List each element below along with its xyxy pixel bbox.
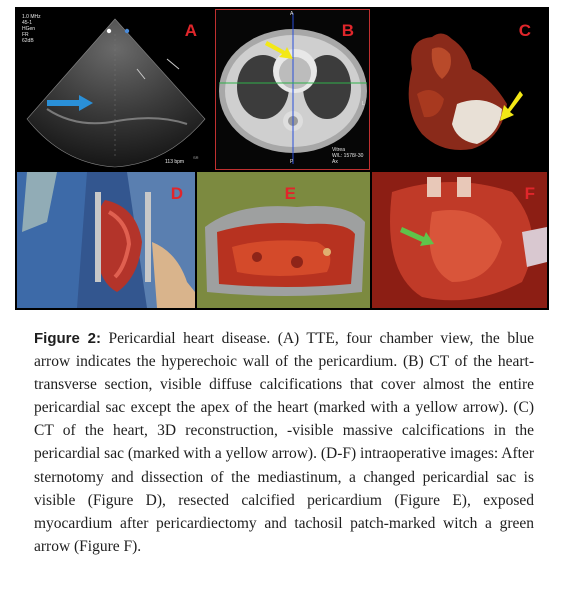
ct-side-marker: L (362, 101, 365, 107)
figure-image (15, 7, 549, 310)
panel-letter-e: E (284, 184, 296, 203)
echo-image (17, 9, 213, 170)
panel-letter-c: C (518, 21, 531, 40)
panel-a-echo (17, 9, 213, 170)
specimen-image (197, 172, 370, 308)
panel-letter-f: F (524, 184, 535, 203)
panel-b-ct (215, 9, 370, 170)
ct-anterior-marker: A (290, 11, 294, 17)
figure-caption (34, 327, 534, 558)
panel-e-specimen (197, 172, 370, 308)
panel-letter-d: D (170, 184, 183, 203)
panel-f-myocardium (372, 172, 547, 308)
panel-d-surgery (17, 172, 195, 308)
panel-c-3d (372, 9, 547, 170)
echo-settings-text: 1.0 MHz 45-1 HGen FR 62dB (22, 14, 41, 44)
figure-label: Figure 2: (34, 330, 101, 347)
surgery-d-image (17, 172, 195, 308)
ct-posterior-marker: P (290, 159, 294, 165)
panel-letter-b: B (341, 21, 354, 40)
ct-window-info: Vitrea W/L: 1578/-30 Ax (332, 147, 364, 165)
echo-heart-rate-text: 113 bpm (165, 159, 185, 165)
myocardium-image (372, 172, 547, 308)
caption-text: Pericardial heart disease. (A) TTE, four chamber view, the blue arrow indicates the hyperechoic wall of the pericardium. (B) CT of the heart-transverse section, visible diffuse calcifications that cover almost the entire pericardial sac except the apex of the heart (marked with a yellow arrow). (C) CT of the heart, 3D reconstruction, -visible massive calcifications in the pericardial sac (marked with a yellow arrow). (D-F) intraoperative images: After sternotomy and dissection of the mediastinum, a changed pericardial sac is visible (Figure D), resected calcified pericardium (Figure E), exposed myocardium after pericardiectomy and tachosil patch-marked witch a green arrow (Figure F). (34, 330, 534, 555)
panel-letter-a: A (184, 21, 197, 40)
svg-text:SR: SR (193, 155, 199, 160)
